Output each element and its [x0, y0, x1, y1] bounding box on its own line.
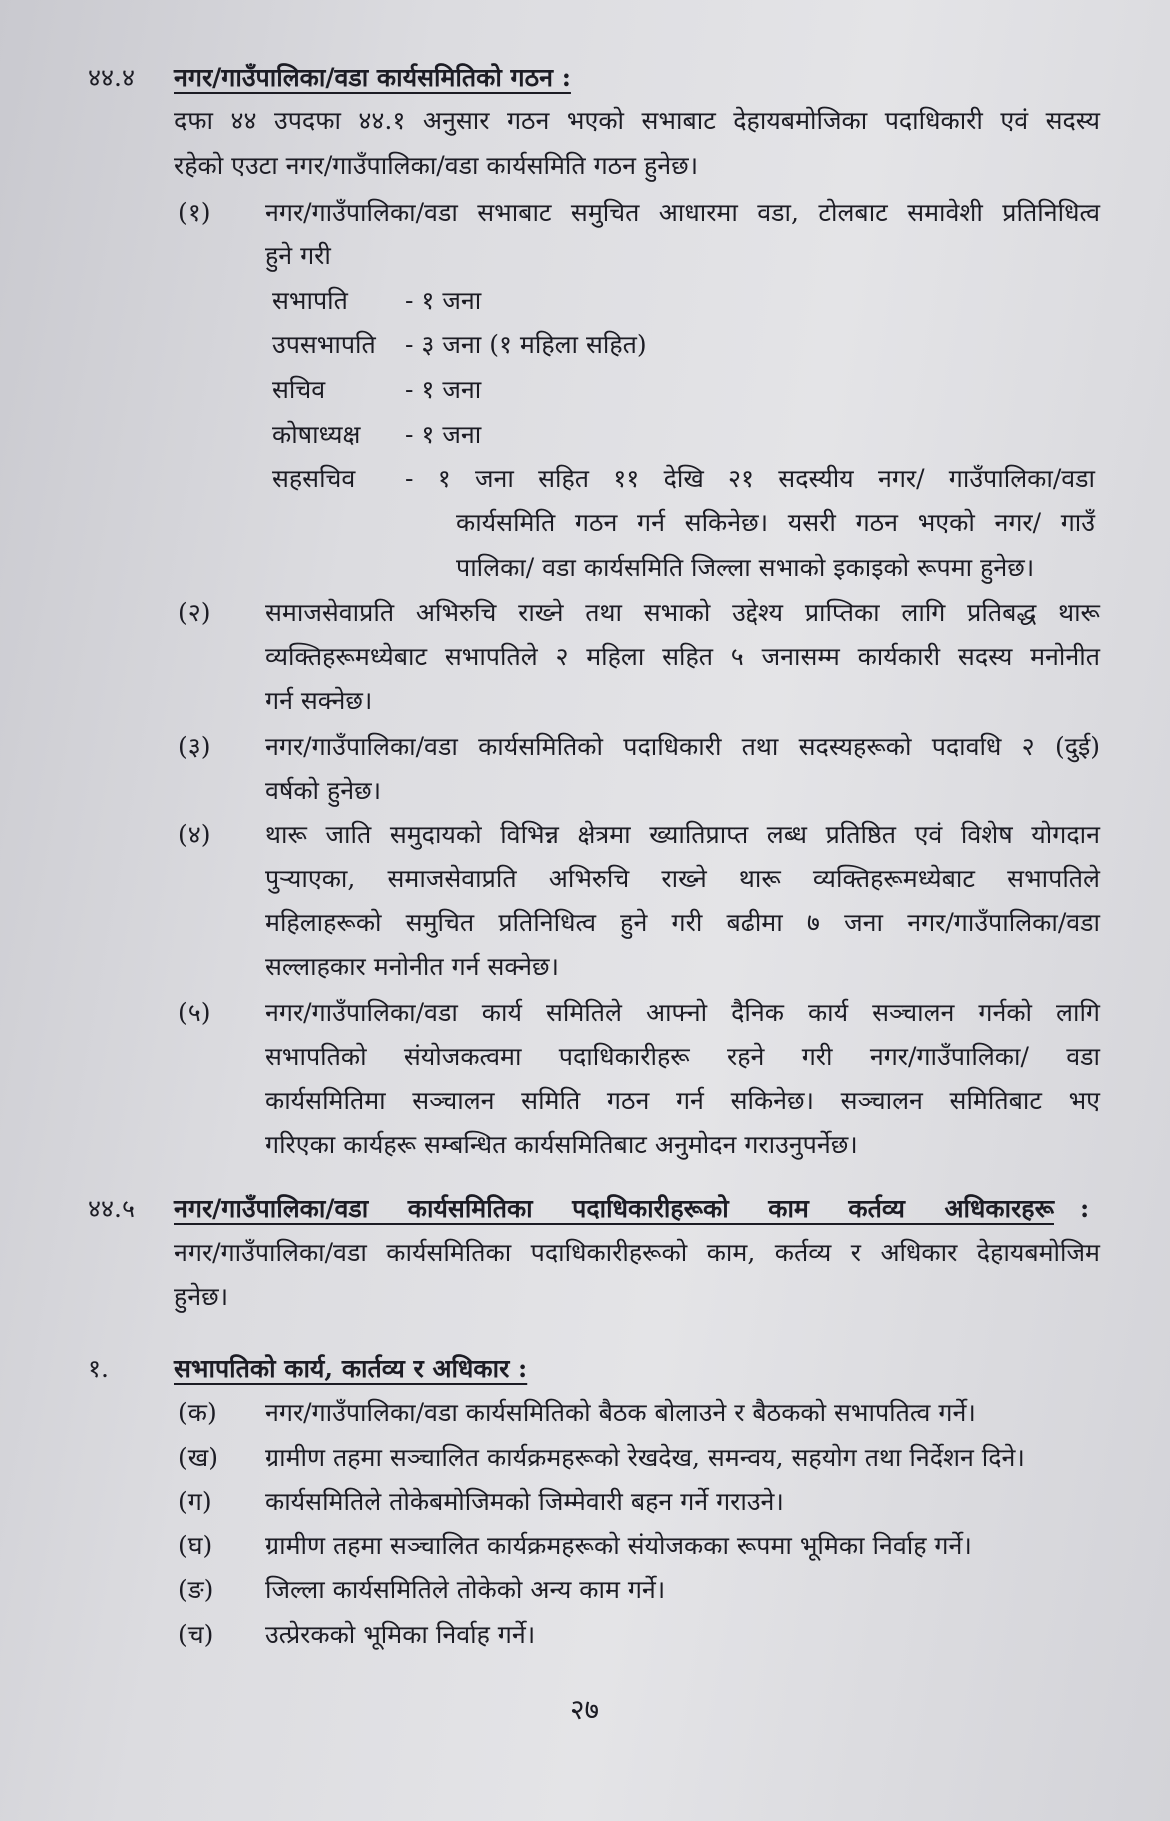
- duty-text: ग्रामीण तहमा सञ्चालित कार्यक्रमहरूको रेखदेख, समन्वय, सहयोग तथा निर्देशन दिने।: [265, 1443, 1025, 1472]
- duty-text: कार्यसमितिले तोकेबमोजिमको जिम्मेवारी बहन गर्ने गराउने।: [265, 1487, 784, 1516]
- duty-text: ग्रामीण तहमा सञ्चालित कार्यक्रमहरूको संयोजकका रूपमा भूमिका निर्वाह गर्ने।: [265, 1531, 972, 1560]
- section-heading: नगर/गाउँपालिका/वडा कार्यसमितिको गठन :: [174, 63, 571, 92]
- duty-number: (ङ): [178, 1575, 214, 1604]
- duty-number: (क): [178, 1398, 217, 1427]
- role-continuation-line: पालिका/ वडा कार्यसमिति जिल्ला सभाको इकाइको रूपमा हुनेछ।: [456, 553, 1035, 582]
- item-number: (२): [178, 598, 211, 627]
- role-name: सचिव: [272, 375, 326, 404]
- item-line: थारू जाति समुदायको विभिन्न क्षेत्रमा ख्यातिप्राप्त लब्ध प्रतिष्ठित एवं विशेष योगदान: [265, 820, 1100, 849]
- role-value: - १ जना सहित ११ देखि २१ सदस्यीय नगर/ गाउँपालिका/वडा: [405, 464, 1095, 493]
- heading-colon: :: [1080, 1194, 1090, 1223]
- duty-number: (ग): [178, 1487, 212, 1516]
- page-number: २७: [570, 1693, 600, 1726]
- item-number: (३): [178, 732, 211, 761]
- section-heading: नगर/गाउँपालिका/वडा कार्यसमितिका पदाधिकारीहरूको काम कर्तव्य अधिकारहरू: [174, 1194, 1054, 1223]
- item-line: गर्न सक्नेछ।: [265, 686, 373, 715]
- item-line: हुने गरी: [265, 241, 331, 270]
- role-name: सहसचिव: [272, 464, 356, 493]
- subsection-heading: सभापतिको कार्य, कार्तव्य र अधिकार :: [174, 1354, 528, 1383]
- subsection-number: १.: [88, 1354, 109, 1383]
- role-value: - ३ जना (१ महिला सहित): [405, 330, 647, 359]
- section-intro-line: दफा ४४ उपदफा ४४.१ अनुसार गठन भएको सभाबाट देहायबमोजिका पदाधिकारी एवं सदस्य: [174, 106, 1100, 135]
- section-number: ४४.५: [88, 1194, 135, 1223]
- item-line: सभापतिको संयोजकत्वमा पदाधिकारीहरू रहने गरी नगर/गाउँपालिका/ वडा: [265, 1042, 1100, 1071]
- item-line: वर्षको हुनेछ।: [265, 776, 382, 805]
- item-number: (४): [178, 820, 211, 849]
- section-intro-line: रहेको एउटा नगर/गाउँपालिका/वडा कार्यसमिति गठन हुनेछ।: [174, 151, 699, 180]
- duty-number: (च): [178, 1620, 214, 1649]
- role-name: उपसभापति: [272, 330, 376, 359]
- item-line: कार्यसमितिमा सञ्चालन समिति गठन गर्न सकिनेछ। सञ्चालन समितिबाट भए: [265, 1086, 1100, 1115]
- role-value: - १ जना: [405, 420, 482, 449]
- item-line: नगर/गाउँपालिका/वडा सभाबाट समुचित आधारमा वडा, टोलबाट समावेशी प्रतिनिधित्व: [265, 198, 1100, 227]
- item-line: सल्लाहकार मनोनीत गर्न सक्नेछ।: [265, 952, 559, 981]
- role-name: कोषाध्यक्ष: [272, 420, 361, 449]
- role-continuation-line: कार्यसमिति गठन गर्न सकिनेछ। यसरी गठन भएको नगर/ गाउँ: [456, 508, 1095, 537]
- duty-number: (ख): [178, 1443, 218, 1472]
- duty-text: उत्प्रेरकको भूमिका निर्वाह गर्ने।: [265, 1620, 536, 1649]
- item-number: (१): [178, 198, 211, 227]
- section-intro-line: नगर/गाउँपालिका/वडा कार्यसमितिका पदाधिकारीहरूको काम, कर्तव्य र अधिकार देहायबमोजिम: [174, 1238, 1100, 1267]
- role-name: सभापति: [272, 286, 348, 315]
- section-number: ४४.४: [88, 63, 135, 92]
- item-line: पुऱ्याएका, समाजसेवाप्रति अभिरुचि राख्ने थारू व्यक्तिहरूमध्येबाट सभापतिले: [265, 864, 1100, 893]
- item-line: नगर/गाउँपालिका/वडा कार्य समितिले आफ्नो दैनिक कार्य सञ्चालन गर्नको लागि: [265, 998, 1100, 1027]
- duty-text: नगर/गाउँपालिका/वडा कार्यसमितिको बैठक बोलाउने र बैठकको सभापतित्व गर्ने।: [265, 1398, 976, 1427]
- item-line: व्यक्तिहरूमध्येबाट सभापतिले २ महिला सहित ५ जनासम्म कार्यकारी सदस्य मनोनीत: [265, 642, 1100, 671]
- duty-number: (घ): [178, 1531, 213, 1560]
- role-value: - १ जना: [405, 286, 482, 315]
- item-number: (५): [178, 998, 211, 1027]
- item-line: नगर/गाउँपालिका/वडा कार्यसमितिको पदाधिकारी तथा सदस्यहरूको पदावधि २ (दुई): [265, 732, 1100, 761]
- section-intro-line: हुनेछ।: [174, 1282, 229, 1311]
- item-line: समाजसेवाप्रति अभिरुचि राख्ने तथा सभाको उद्देश्य प्राप्तिका लागि प्रतिबद्ध थारू: [265, 598, 1100, 627]
- item-line: गरिएका कार्यहरू सम्बन्धित कार्यसमितिबाट अनुमोदन गराउनुपर्नेछ।: [265, 1130, 858, 1159]
- role-value: - १ जना: [405, 375, 482, 404]
- duty-text: जिल्ला कार्यसमितिले तोकेको अन्य काम गर्ने।: [265, 1575, 666, 1604]
- item-line: महिलाहरूको समुचित प्रतिनिधित्व हुने गरी बढीमा ७ जना नगर/गाउँपालिका/वडा: [265, 908, 1100, 937]
